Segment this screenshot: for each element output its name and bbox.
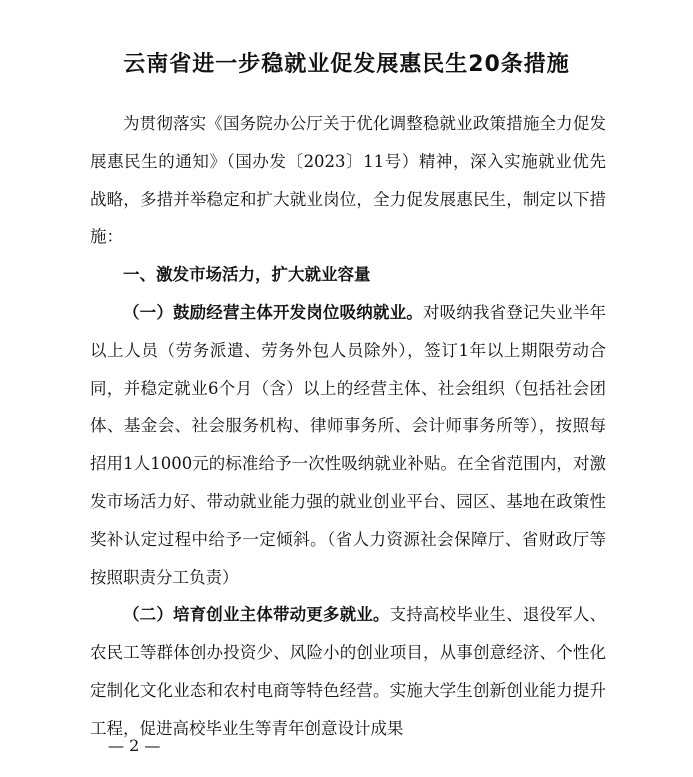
- item-2-body: 支持高校毕业生、退役军人、农民工等群体创办投资少、风险小的创业项目，从事创意经济、个性化定制化文化业态和农村电商等特色经营。实施大学生创新创业能力提升工程，促进高校毕业生等青年创意设计成果: [90, 605, 607, 738]
- item-1-heading: （一）鼓励经营主体开发岗位吸纳就业。: [123, 302, 423, 322]
- section-heading-1-text: 一、激发市场活力，扩大就业容量: [123, 265, 371, 285]
- section-heading-1: [90, 256, 606, 294]
- item-1-paragraph: [90, 294, 606, 596]
- item-2-paragraph: [90, 596, 606, 747]
- intro-paragraph: 为贯彻落实《国务院办公厅关于优化调整稳就业政策措施全力促发展惠民生的通知》（国办发〔2023〕11号）精神，深入实施就业优先战略，多措并举稳定和扩大就业岗位，全力促发展惠民生，制定以下措施：: [90, 114, 606, 247]
- document-body: [90, 105, 606, 748]
- item-1-body: 对吸纳我省登记失业半年以上人员（劳务派遣、劳务外包人员除外），签订1年以上期限劳动合同，并稳定就业6个月（含）以上的经营主体、社会组织（包括社会团体、基金会、社会服务机构、律师事务所、会计师事务所等），按照每招用1人1000元的标准给予一次性吸纳就业补贴。在全省范围内，对激发市场活力好、带动就业能力强的就业创业平台、园区、基地在政策性奖补认定过程中给予一定倾斜。（省人力资源社会保障厅、省财政厅等按照职责分工负责）: [90, 302, 607, 587]
- page-title: 云南省进一步稳就业促发展惠民生20条措施: [123, 52, 570, 77]
- page-number: — 2 —: [108, 736, 161, 755]
- item-2-heading: （二）培育创业主体带动更多就业。: [123, 605, 390, 625]
